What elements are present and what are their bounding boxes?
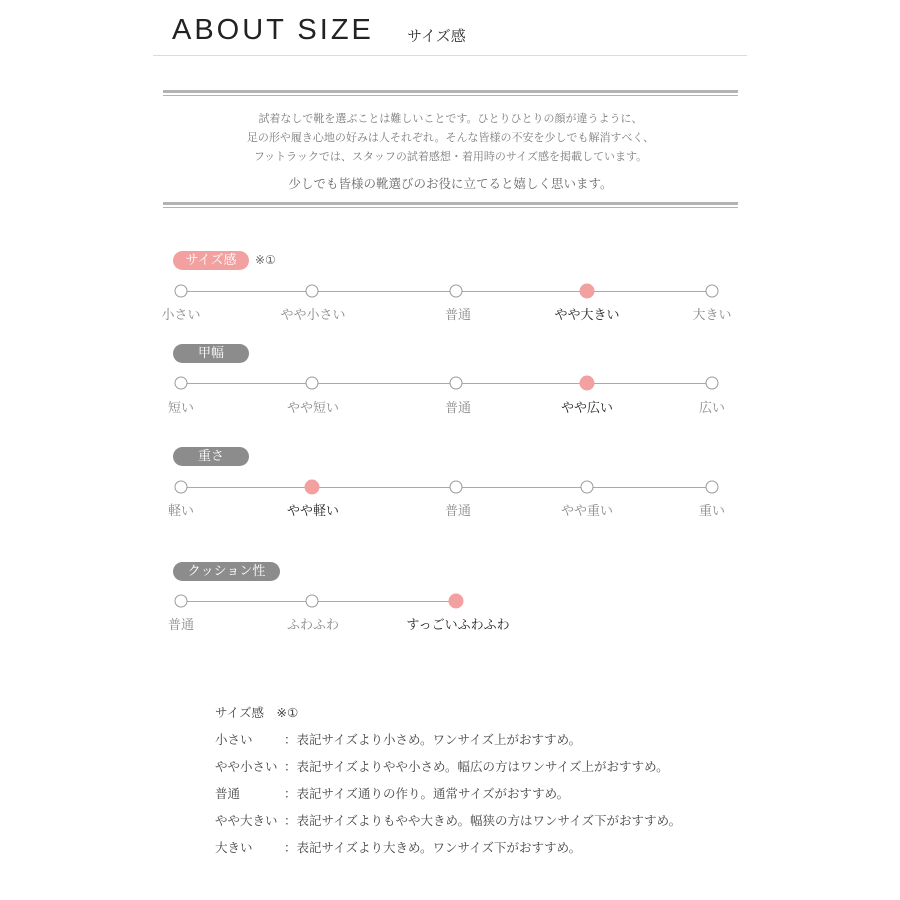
scale-dot-width-3-selected [580,376,595,391]
scale-label-width-2: 普通 [444,401,472,416]
scale-label-width-4: 広い [698,401,726,416]
scale-track-cushion [181,601,456,602]
legend-term-1: やや小さい [215,759,278,774]
scale-dot-width-0 [175,377,188,390]
scale-label-size-0: 小さい [161,308,201,323]
scale-label-cushion-1: ふわふわ [286,618,340,633]
scale-dot-size-2 [450,285,463,298]
intro-line-2: 足の形や履き心地の好みは人それぞれ。そんな皆様の不安を少しでも解消すべく、 [246,131,655,144]
intro-line-3: フットラックでは、スタッフの試着感想・着用時のサイズ感を掲載しています。 [253,150,648,163]
scale-dot-width-2 [450,377,463,390]
legend-desc-0: ：表記サイズより小さめ。ワンサイズ上がおすすめ。 [284,732,582,747]
page-title: ABOUT SIZE [172,14,374,46]
page-subtitle: サイズ感 [407,27,466,45]
intro-line-4: 少しでも皆様の靴選びのお役に立てると嬉しく思います。 [288,176,613,191]
scale-label-weight-1: やや軽い [286,504,340,519]
tag-weight: 重さ [173,447,249,466]
scale-label-weight-4: 重い [698,504,726,519]
scale-track-size [181,291,712,292]
scale-label-weight-3: やや重い [560,504,614,519]
scale-dot-weight-4 [706,481,719,494]
scale-label-size-1: やや小さい [280,308,346,323]
legend-term-3: やや大きい [215,813,278,828]
size-note: ※① [255,253,276,267]
scale-dot-width-1 [306,377,319,390]
scale-track-weight [181,487,712,488]
scale-label-cushion-2: すっごいふわふわ [406,618,510,633]
scale-label-width-1: やや短い [286,401,340,416]
legend-desc-1: ：表記サイズよりやや小さめ。幅広の方はワンサイズ上がおすすめ。 [284,759,669,774]
intro-bottom-rule [163,202,738,208]
scale-label-cushion-0: 普通 [167,618,195,633]
scale-dot-size-0 [175,285,188,298]
legend-term-2: 普通 [215,786,241,801]
tag-width: 甲幅 [173,344,249,363]
tag-size: サイズ感 [173,251,249,270]
legend-desc-2: ：表記サイズ通りの作り。通常サイズがおすすめ。 [284,786,570,801]
scale-dot-cushion-2-selected [449,594,464,609]
legend-heading: サイズ感 ※① [215,705,299,720]
scale-dot-weight-2 [450,481,463,494]
scale-dot-weight-3 [581,481,594,494]
legend-desc-4: ：表記サイズより大きめ。ワンサイズ下がおすすめ。 [284,840,582,855]
scale-label-width-0: 短い [167,401,195,416]
scale-label-size-2: 普通 [444,308,472,323]
scale-dot-size-3-selected [580,284,595,299]
scale-label-weight-2: 普通 [444,504,472,519]
scale-dot-width-4 [706,377,719,390]
scale-dot-cushion-1 [306,595,319,608]
scale-dot-size-4 [706,285,719,298]
legend-desc-3: ：表記サイズよりもやや大きめ。幅狭の方はワンサイズ下がおすすめ。 [284,813,682,828]
scale-dot-size-1 [306,285,319,298]
scale-label-size-4: 大きい [692,308,732,323]
scale-track-width [181,383,712,384]
legend-term-4: 大きい [215,840,253,855]
scale-label-weight-0: 軽い [167,504,195,519]
scale-dot-weight-0 [175,481,188,494]
header-divider [153,55,747,56]
scale-label-size-3: やや大きい [554,308,620,323]
tag-cushion: クッション性 [173,562,280,581]
scale-dot-weight-1-selected [305,480,320,495]
scale-label-width-3: やや広い [560,401,614,416]
scale-dot-cushion-0 [175,595,188,608]
legend-term-0: 小さい [215,732,253,747]
intro-line-1: 試着なしで靴を選ぶことは難しいことです。ひとりひとりの顔が違うように、 [258,112,643,125]
intro-top-rule [163,90,738,96]
